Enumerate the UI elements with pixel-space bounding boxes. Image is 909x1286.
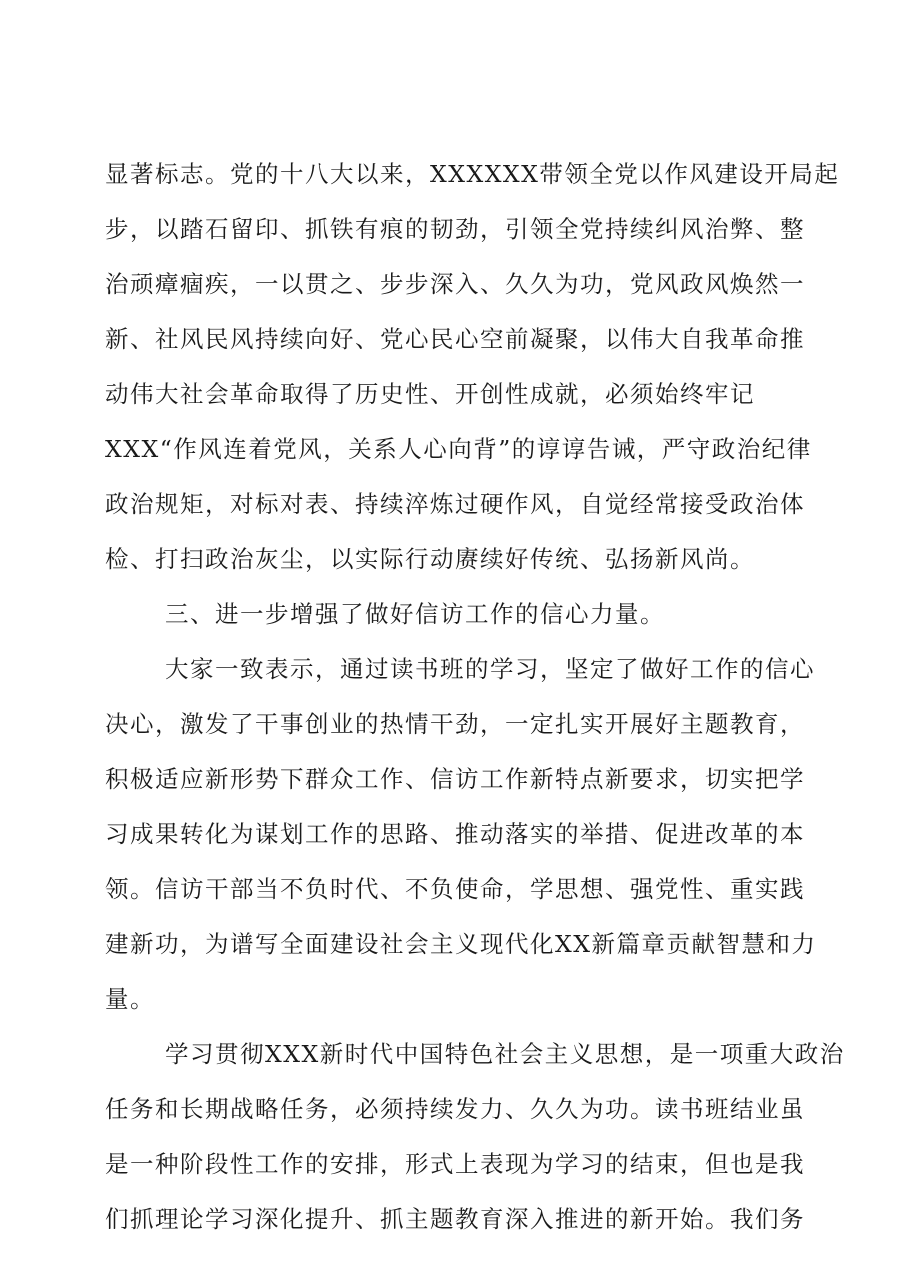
body-text bbox=[105, 160, 845, 1260]
paragraph-line: XXX“作风连着党风，关系人心向背”的谆谆告诫，严守政治纪律 bbox=[105, 435, 812, 463]
paragraph-line: 大家一致表示，通过读书班的学习，坚定了做好工作的信心 bbox=[165, 655, 815, 683]
paragraph-line: 学习贯彻XXX新时代中国特色社会主义思想，是一项重大政治 bbox=[165, 1040, 845, 1068]
paragraph-line: 是一种阶段性工作的安排，形式上表现为学习的结束，但也是我 bbox=[105, 1150, 805, 1178]
paragraph-line: 任务和长期战略任务，必须持续发力、久久为功。读书班结业虽 bbox=[105, 1095, 805, 1123]
paragraph-line: 决心，激发了干事创业的热情干劲，一定扎实开展好主题教育， bbox=[105, 710, 805, 738]
section-heading: 三、进一步增强了做好信访工作的信心力量。 bbox=[165, 600, 665, 628]
paragraph-line: 积极适应新形势下群众工作、信访工作新特点新要求，切实把学 bbox=[105, 765, 805, 793]
paragraph-line: 步，以踏石留印、抓铁有痕的韧劲，引领全党持续纠风治弊、整 bbox=[105, 215, 805, 243]
paragraph-line: 显著标志。党的十八大以来，XXXXXX带领全党以作风建设开局起 bbox=[105, 160, 840, 188]
paragraph-line: 领。信访干部当不负时代、不负使命，学思想、强党性、重实践 bbox=[105, 875, 805, 903]
paragraph-line: 量。 bbox=[105, 985, 155, 1013]
paragraph-line: 检、打扫政治灰尘，以实际行动赓续好传统、弘扬新风尚。 bbox=[105, 545, 755, 573]
paragraph-line: 治顽瘴痼疾，一以贯之、步步深入、久久为功，党风政风焕然一 bbox=[105, 270, 805, 298]
paragraph-line: 建新功，为谱写全面建设社会主义现代化XX新篇章贡献智慧和力 bbox=[105, 930, 817, 958]
paragraph-line: 政治规矩，对标对表、持续淬炼过硬作风，自觉经常接受政治体 bbox=[105, 490, 805, 518]
paragraph-line: 们抓理论学习深化提升、抓主题教育深入推进的新开始。我们务 bbox=[105, 1205, 805, 1233]
paragraph-line: 习成果转化为谋划工作的思路、推动落实的举措、促进改革的本 bbox=[105, 820, 805, 848]
paragraph-line: 动伟大社会革命取得了历史性、开创性成就，必须始终牢记 bbox=[105, 380, 755, 408]
paragraph-line: 新、社风民风持续向好、党心民心空前凝聚，以伟大自我革命推 bbox=[105, 325, 805, 353]
